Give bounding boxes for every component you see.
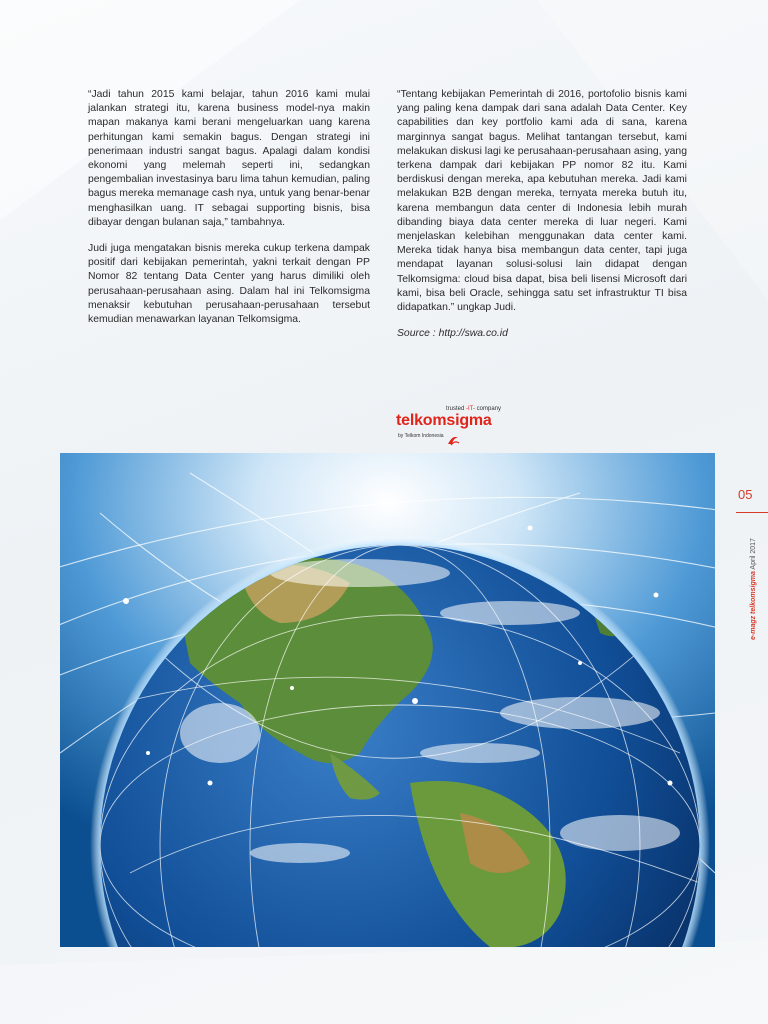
logo-brand: telkomsigma — [396, 412, 492, 429]
left-paragraph-2: Judi juga mengatakan bisnis mereka cukup terkena dampak positif dari kebijakan pemerintah, yakni terkait dengan PP Nomor 82 tentang Data Center yang harus dimiliki oleh perusahaan-perusahaan asing. Dalam hal ini Telkomsigma menaksir kebutuhan perusahaan-perusahaan tersebut kemudian menawarkan layanan Telkomsigma. — [88, 243, 370, 326]
page-number: 05 — [738, 487, 753, 502]
left-column — [88, 88, 370, 339]
magazine-side-label — [750, 538, 757, 640]
right-column — [397, 88, 687, 353]
logo-tagline: trusted -IT- company — [446, 406, 502, 412]
earth-network-globe-icon — [60, 453, 715, 947]
telkomsigma-logo — [396, 406, 526, 448]
globe-image — [60, 453, 715, 947]
logo-subtitle: by Telkom Indonesia — [398, 433, 444, 439]
left-paragraph-1: “Jadi tahun 2015 kami belajar, tahun 2016 kami mulai jalankan strategi itu, karena business model-nya makin mapan makanya kami berani mengeluarkan uang karena perhitungan kami semakin bagus. Dengan strategi ini penerimaan industri sangat bagus. Apalagi dalam kondisi ekonomi yang melemah seperti ini, sedangkan pengembalian investasinya baru lima tahun kemudian, paling bagus mereka memanage cash nya, untuk yang benar-benar menghasilkan uang. IT sebagai supporting bisnis, bisa dibayar dengan bulanan saja,” tambahnya. — [88, 89, 370, 228]
magazine-name: e-magz telkomsigma — [750, 571, 757, 640]
source-citation: Source : http://swa.co.id — [397, 328, 508, 340]
telkom-swirl-icon — [446, 434, 460, 446]
page-number-rule — [736, 512, 768, 513]
background-facet — [0, 940, 768, 1024]
magazine-date: April 2017 — [750, 538, 757, 570]
right-paragraph-1: “Tentang kebijakan Pemerintah di 2016, portofolio bisnis kami yang paling kena dampak dari sana adalah Data Center. Key capabilities dan key portfolio kami ada di sana, karena marginnya sangat bagus. Melihat tantangan tersebut, kami melakukan diskusi lagi ke perusahaan-perusahaan asing, yang terkena dampak dari kebijakan PP nomor 82 itu. Kami berdiskusi dengan mereka, apa kebutuhan mereka. Jadi kami melakukan B2B dengan mereka, ternyata mereka butuh itu, karena membangun data center di Indonesia lebih murah dibanding biaya data center mereka di luar negeri. Kami menjelaskan kelebihan menggunakan data center kami. Mereka tidak hanya bisa membangun data center, tapi juga mendapat layanan solusi-solusi lain didapat dengan Telkomsigma: cloud bisa dapat, bisa beli lisensi Microsoft dari kami, bisa beli Oracle, sehingga satu set infrastruktur TI bisa didapatkan.” ungkap Judi. — [397, 89, 687, 314]
